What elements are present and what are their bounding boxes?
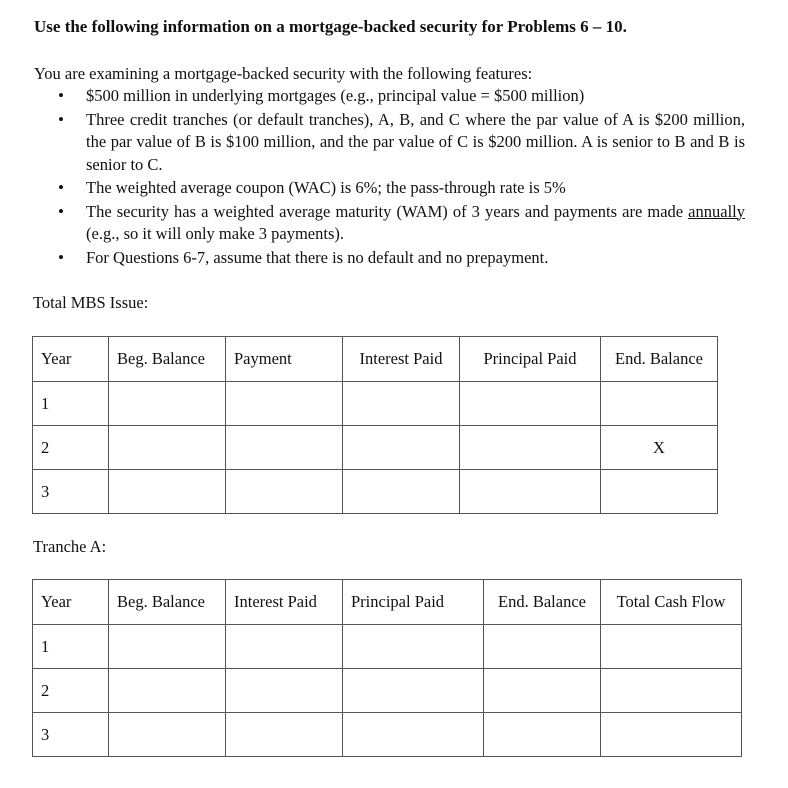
payment-cell[interactable] xyxy=(226,426,343,470)
table-header-row xyxy=(33,580,742,625)
column-header: Principal Paid xyxy=(460,337,601,382)
column-header: End. Balance xyxy=(484,580,601,625)
column-header: Payment xyxy=(226,337,343,382)
beg-balance-cell[interactable] xyxy=(109,382,226,426)
end-balance-cell[interactable] xyxy=(601,382,718,426)
beg-balance-cell[interactable] xyxy=(109,625,226,669)
total-cash-flow-cell[interactable] xyxy=(601,669,742,713)
payment-cell[interactable] xyxy=(226,470,343,514)
table-row xyxy=(33,470,718,514)
column-header: Beg. Balance xyxy=(109,337,226,382)
table-row xyxy=(33,713,742,757)
principal-paid-cell[interactable] xyxy=(343,713,484,757)
column-header: Year xyxy=(33,580,109,625)
feature-item: • $500 million in underlying mortgages (e.g., principal value = $500 million) xyxy=(30,85,745,108)
beg-balance-cell[interactable] xyxy=(109,470,226,514)
year-cell: 2 xyxy=(33,669,109,713)
interest-paid-cell[interactable] xyxy=(226,713,343,757)
principal-paid-cell[interactable] xyxy=(460,426,601,470)
total-mbs-table xyxy=(32,336,718,514)
feature-item xyxy=(30,201,745,246)
beg-balance-cell[interactable] xyxy=(109,426,226,470)
year-cell: 3 xyxy=(33,713,109,757)
interest-paid-cell[interactable] xyxy=(226,669,343,713)
principal-paid-cell[interactable] xyxy=(460,470,601,514)
column-header: Interest Paid xyxy=(343,337,460,382)
year-cell: 2 xyxy=(33,426,109,470)
problem-heading: Use the following information on a mortgage-backed security for Problems 6 – 10. xyxy=(34,17,627,36)
column-header: Year xyxy=(33,337,109,382)
interest-paid-cell[interactable] xyxy=(343,382,460,426)
feature-item-text: (e.g., so it will only make 3 payments). xyxy=(86,224,344,243)
column-header: End. Balance xyxy=(601,337,718,382)
end-balance-cell-x: X xyxy=(601,426,718,470)
end-balance-cell[interactable] xyxy=(484,625,601,669)
intro-text: You are examining a mortgage-backed security with the following features: xyxy=(34,64,533,83)
column-header: Principal Paid xyxy=(343,580,484,625)
feature-item: • Three credit tranches (or default tranches), A, B, and C where the par value of A is $200 million, the par value of B is $100 million, and the par value of C is $200 million. A is senior to B and B is senior to C. xyxy=(30,109,745,177)
table-row xyxy=(33,382,718,426)
column-header: Beg. Balance xyxy=(109,580,226,625)
interest-paid-cell[interactable] xyxy=(343,426,460,470)
year-cell: 1 xyxy=(33,625,109,669)
principal-paid-cell[interactable] xyxy=(343,625,484,669)
table-row xyxy=(33,625,742,669)
end-balance-cell[interactable] xyxy=(601,470,718,514)
total-cash-flow-cell[interactable] xyxy=(601,713,742,757)
year-cell: 3 xyxy=(33,470,109,514)
beg-balance-cell[interactable] xyxy=(109,713,226,757)
table-row xyxy=(33,426,718,470)
column-header: Interest Paid xyxy=(226,580,343,625)
principal-paid-cell[interactable] xyxy=(460,382,601,426)
total-mbs-caption: Total MBS Issue: xyxy=(33,293,149,312)
tranche-a-caption: Tranche A: xyxy=(33,537,107,556)
total-cash-flow-cell[interactable] xyxy=(601,625,742,669)
column-header: Total Cash Flow xyxy=(601,580,742,625)
year-cell: 1 xyxy=(33,382,109,426)
table-header-row xyxy=(33,337,718,382)
underlined-annually: annually xyxy=(688,201,745,221)
interest-paid-cell[interactable] xyxy=(343,470,460,514)
principal-paid-cell[interactable] xyxy=(343,669,484,713)
table-row xyxy=(33,669,742,713)
end-balance-cell[interactable] xyxy=(484,713,601,757)
feature-item: • For Questions 6-7, assume that there is no default and no prepayment. xyxy=(30,247,745,270)
feature-item: • The weighted average coupon (WAC) is 6%; the pass-through rate is 5% xyxy=(30,177,745,200)
beg-balance-cell[interactable] xyxy=(109,669,226,713)
tranche-a-table xyxy=(32,579,742,757)
payment-cell[interactable] xyxy=(226,382,343,426)
interest-paid-cell[interactable] xyxy=(226,625,343,669)
feature-list xyxy=(30,85,745,270)
feature-item-text: The security has a weighted average maturity (WAM) of 3 years and payments are made xyxy=(86,201,689,221)
end-balance-cell[interactable] xyxy=(484,669,601,713)
